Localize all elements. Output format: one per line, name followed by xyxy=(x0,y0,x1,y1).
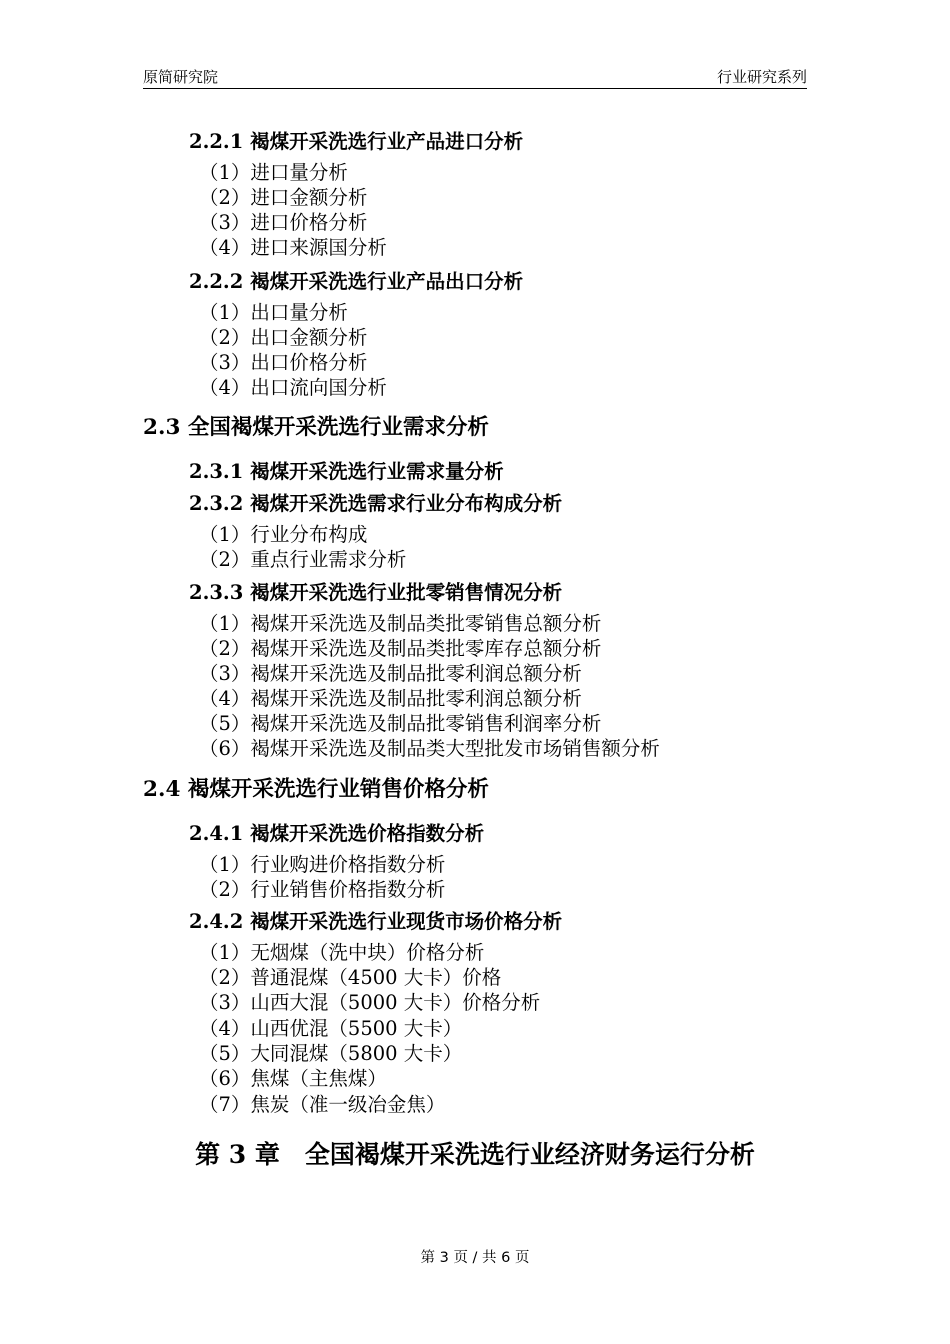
heading-2-3-3: 2.3.3 褐煤开采洗选行业批零销售情况分析 xyxy=(189,581,563,604)
toc-item: （5）褐煤开采洗选及制品批零销售利润率分析 xyxy=(199,712,602,735)
toc-item: （1）无烟煤（洗中块）价格分析 xyxy=(199,941,485,964)
toc-item: （2）出口金额分析 xyxy=(199,326,368,349)
heading-2-4: 2.4 褐煤开采洗选行业销售价格分析 xyxy=(143,777,489,802)
heading-2-2-2: 2.2.2 褐煤开采洗选行业产品出口分析 xyxy=(189,270,524,293)
toc-item: （3）进口价格分析 xyxy=(199,211,368,234)
header-org-name: 原简研究院 xyxy=(143,68,219,86)
toc-item: （2）普通混煤（4500 大卡）价格 xyxy=(199,966,502,989)
toc-item: （1）褐煤开采洗选及制品类批零销售总额分析 xyxy=(199,612,602,635)
toc-item: （2）行业销售价格指数分析 xyxy=(199,878,446,901)
toc-item: （3）出口价格分析 xyxy=(199,351,368,374)
heading-2-3: 2.3 全国褐煤开采洗选行业需求分析 xyxy=(143,415,489,440)
header-divider xyxy=(143,88,807,89)
toc-item: （3）山西大混（5000 大卡）价格分析 xyxy=(199,991,541,1014)
toc-item: （6）焦煤（主焦煤） xyxy=(199,1067,387,1090)
toc-item: （1）行业购进价格指数分析 xyxy=(199,853,446,876)
toc-item: （1）进口量分析 xyxy=(199,161,348,184)
toc-item: （3）褐煤开采洗选及制品批零利润总额分析 xyxy=(199,662,582,685)
heading-2-2-1: 2.2.1 褐煤开采洗选行业产品进口分析 xyxy=(189,130,524,153)
toc-item: （1）行业分布构成 xyxy=(199,523,368,546)
heading-2-4-1: 2.4.1 褐煤开采洗选价格指数分析 xyxy=(189,822,485,845)
heading-2-4-2: 2.4.2 褐煤开采洗选行业现货市场价格分析 xyxy=(189,910,563,933)
toc-item: （6）褐煤开采洗选及制品类大型批发市场销售额分析 xyxy=(199,737,660,760)
toc-item: （7）焦炭（准一级冶金焦） xyxy=(199,1093,446,1116)
chapter-3-heading: 第 3 章 全国褐煤开采洗选行业经济财务运行分析 xyxy=(195,1140,755,1169)
page-number-footer: 第 3 页 / 共 6 页 xyxy=(420,1250,530,1266)
toc-item: （4）山西优混（5500 大卡） xyxy=(199,1017,463,1040)
toc-item: （5）大同混煤（5800 大卡） xyxy=(199,1042,463,1065)
toc-item: （2）重点行业需求分析 xyxy=(199,548,407,571)
toc-item: （4）褐煤开采洗选及制品批零利润总额分析 xyxy=(199,687,582,710)
heading-2-3-2: 2.3.2 褐煤开采洗选需求行业分布构成分析 xyxy=(189,492,563,515)
toc-item: （2）进口金额分析 xyxy=(199,186,368,209)
toc-item: （2）褐煤开采洗选及制品类批零库存总额分析 xyxy=(199,637,602,660)
header-series-name: 行业研究系列 xyxy=(716,68,807,86)
toc-item: （4）进口来源国分析 xyxy=(199,236,387,259)
heading-2-3-1: 2.3.1 褐煤开采洗选行业需求量分析 xyxy=(189,460,504,483)
toc-item: （4）出口流向国分析 xyxy=(199,376,387,399)
toc-item: （1）出口量分析 xyxy=(199,301,348,324)
